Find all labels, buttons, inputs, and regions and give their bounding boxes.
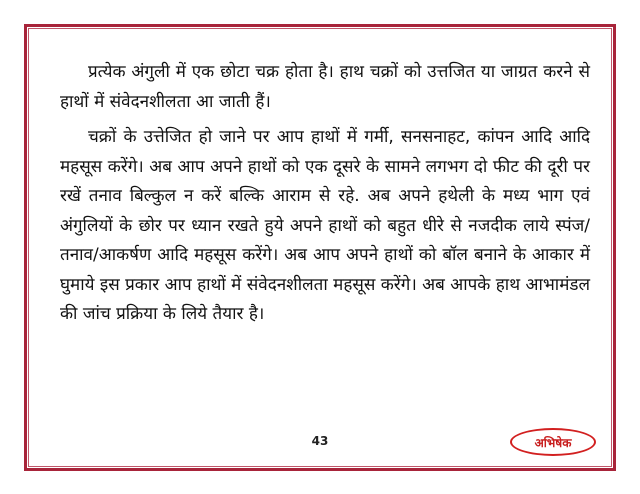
author-badge: अभिषेक xyxy=(510,428,596,456)
paragraph-1: प्रत्येक अंगुली में एक छोटा चक्र होता है। हाथ चक्रों को उत्तजित या जाग्रत करने से हाथों में संवेदनशीलता आ जाती हैं। xyxy=(60,62,590,112)
page-body xyxy=(60,58,590,336)
paragraph-2: चक्रों के उत्तेजित हो जाने पर आप हाथों में गर्मी, सनसनाहट, कांपन आदि आदि महसूस करेंगे। अब आप अपने हाथों को एक दूसरे के सामने लगभग दो फीट की दूरी पर रखें तनाव बिल्कुल न करें बल्कि आराम से रहे. अब अपने हथेली के मध्य भाग एवं अंगुलियों के छोर पर ध्यान रखते हुये अपने हाथों को बहुत धीरे से नजदीक लाये स्पंज/तनाव/आकर्षण आदि महसूस करेंगे। अब आप अपने हाथों को बॉल बनाने के आकार में घुमाये इस प्रकार आप हाथों में संवेदनशीलता महसूस करेंगे। अब आपके हाथ आभामंडल की जांच प्रक्रिया के लिये तैयार है। xyxy=(60,127,590,324)
page-number: 43 xyxy=(311,434,329,448)
